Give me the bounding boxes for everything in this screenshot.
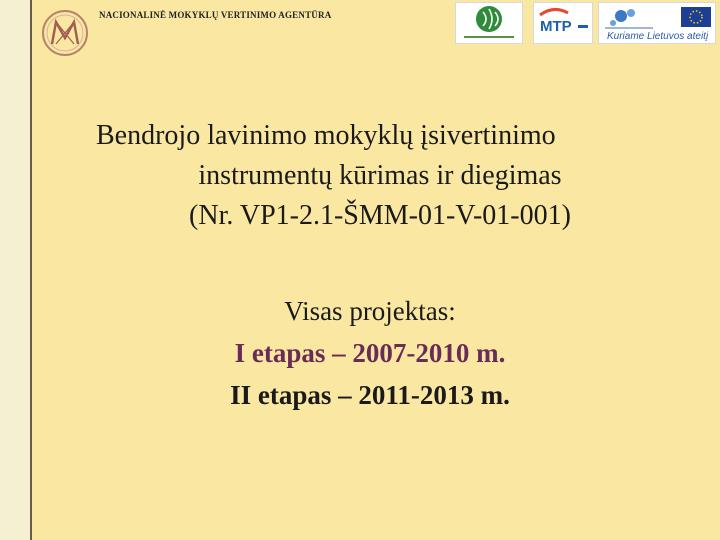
nma-monogram-logo xyxy=(40,8,90,58)
title-line-2: instrumentų kūrimas ir diegimas xyxy=(198,160,562,191)
title-line-1: Bendrojo lavinimo mokyklų įsivertinimo xyxy=(96,120,556,151)
mtp-logo xyxy=(533,2,593,44)
project-phases xyxy=(70,290,670,416)
phase-2: II etapas – 2011-2013 m. xyxy=(230,380,510,410)
eu-structural-funds-logo xyxy=(598,2,716,44)
svg-text:Kuriame Lietuvos ateitį: Kuriame Lietuvos ateitį xyxy=(607,31,709,42)
project-heading: Visas projektas: xyxy=(284,296,456,326)
svg-text:MTP: MTP xyxy=(540,18,572,35)
project-number: (Nr. VP1-2.1-ŠMM-01-V-01-001) xyxy=(189,200,571,231)
left-margin-bar xyxy=(0,0,32,540)
slide-title xyxy=(70,116,690,236)
partner-logo-green-emblem xyxy=(455,2,523,44)
phase-1: I etapas – 2007-2010 m. xyxy=(234,338,506,368)
agency-name: NACIONALINĖ MOKYKLŲ VERTINIMO AGENTŪRA xyxy=(99,10,332,20)
